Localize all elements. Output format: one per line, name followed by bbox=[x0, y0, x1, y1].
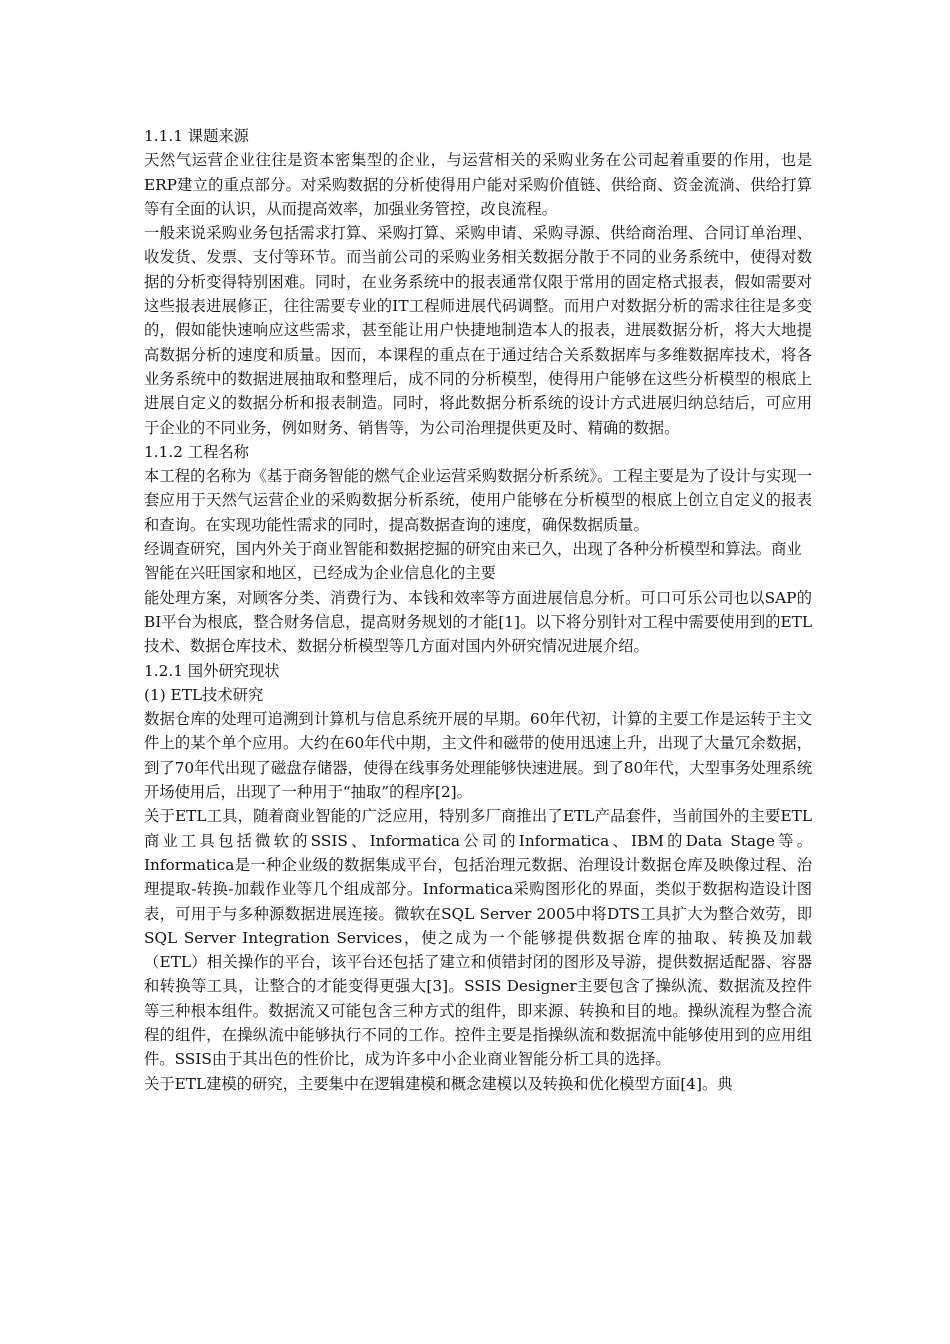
paragraph-topic-source: 天然气运营企业往往是资本密集型的企业，与运营相关的采购业务在公司起着重要的作用，也是ERP建立的重点部分。对采购数据的分析使得用户能对采购价值链、供给商、资金流淌、供给打算等有全面的认识，从而提高效率，加强业务管控，改良流程。 bbox=[144, 151, 812, 218]
paragraph-research-survey: 经调查研究，国内外关于商业智能和数据挖掘的研究由来已久，出现了各种分析模型和算法。商业智能在兴旺国家和地区，已经成为企业信息化的主要 bbox=[144, 540, 802, 583]
document-body bbox=[144, 124, 812, 1096]
paragraph-procurement-business: 一般来说采购业务包括需求打算、采购打算、采购申请、采购寻源、供给商治理、合同订单治理、收发货、发票、支付等环节。而当前公司的采购业务相关数据分散于不同的业务系统中，使得对数据的分析变得特别困难。同时，在业务系统中的报表通常仅限于常用的固定格式报表，假如需要对这些报表进展修正，往往需要专业的IT工程师进展代码调整。而用户对数据分析的需求往往是多变的，假如能快速响应这些需求，甚至能让用户快捷地制造本人的报表，进展数据分析，将大大地提高数据分析的速度和质量。因而，本课程的重点在于通过结合关系数据库与多维数据库技术，将各业务系统中的数据进展抽取和整理后，成不同的分析模型，使得用户能够在这些分析模型的根底上进展自定义的数据分析和报表制造。同时，将此数据分析系统的设计方式进展归纳总结后，可应用于企业的不同业务，例如财务、销售等，为公司治理提供更及时、精确的数据。 bbox=[144, 224, 812, 437]
paragraph-research-continued: 能处理方案，对顾客分类、消费行为、本钱和效率等方面进展信息分析。可口可乐公司也以SAP的BI平台为根底，整合财务信息，提高财务规划的才能[1]。以下将分别针对工程中需要使用到的ETL技术、数据仓库技术、数据分析模型等几方面对国内外研究情况进展介绍。 bbox=[144, 588, 812, 656]
paragraph-project-name: 本工程的名称为《基于商务智能的燃气企业运营采购数据分析系统》。工程主要是为了设计与实现一套应用于天然气运营企业的采购数据分析系统，使用户能够在分析模型的根底上创立自定义的报表和查询。在实现功能性需求的同时，提高数据查询的速度，确保数据质量。 bbox=[144, 467, 812, 534]
paragraph-etl-modeling: 关于ETL建模的研究，主要集中在逻辑建模和概念建模以及转换和优化模型方面[4]。典 bbox=[144, 1074, 733, 1093]
section-heading-1-2-1: 1.2.1 国外研究现状 bbox=[144, 661, 280, 680]
subsection-heading-etl: (1) ETL技术研究 bbox=[144, 685, 264, 704]
section-heading-1-1-2: 1.1.2 工程名称 bbox=[144, 442, 249, 461]
paragraph-data-warehouse-history: 数据仓库的处理可追溯到计算机与信息系统开展的早期。60年代初，计算的主要工作是运转于主文件上的某个单个应用。大约在60年代中期，主文件和磁带的使用迅速上升，出现了大量冗余数据，到了70年代出现了磁盘存储器，使得在线事务处理能够快速进展。到了80年代，大型事务处理系统开场使用后，出现了一种用于“抽取”的程序[2]。 bbox=[144, 710, 812, 802]
section-heading-1-1-1: 1.1.1 课题来源 bbox=[144, 127, 249, 145]
paragraph-etl-tools: 关于ETL工具，随着商业智能的广泛应用，特别多厂商推出了ETL产品套件，当前国外的主要ETL商业工具包括微软的SSIS、Informatica公司的Informatica、IBM的Data Stage等。Informatica是一种企业级的数据集成平台，包括治理元数据、治理设计数据仓库及映像过程、治理提取-转换-加载作业等几个组成部分。Informatica采购图形化的界面，类似于数据构造设计图表，可用于与多种源数据进展连接。微软在SQL Server 2005中将DTS工具扩大为整合效劳，即SQL Server Integration Services，使之成为一个能够提供数据仓库的抽取、转换及加载（ETL）相关操作的平台，该平台还包括了建立和侦错封闭的图形及导游，提供数据适配器、容器和转换等工具，让整合的才能变得更强大[3]。SSIS Designer主要包含了操纵流、数据流及控件等三种根本组件。数据流又可能包含三种方式的组件，即来源、转换和目的地。操纵流程为整合流程的组件，在操纵流中能够执行不同的工作。控件主要是指操纵流和数据流中能够使用到的应用组件。SSIS由于其出色的性价比，成为许多中小企业商业智能分析工具的选择。 bbox=[144, 807, 812, 1069]
